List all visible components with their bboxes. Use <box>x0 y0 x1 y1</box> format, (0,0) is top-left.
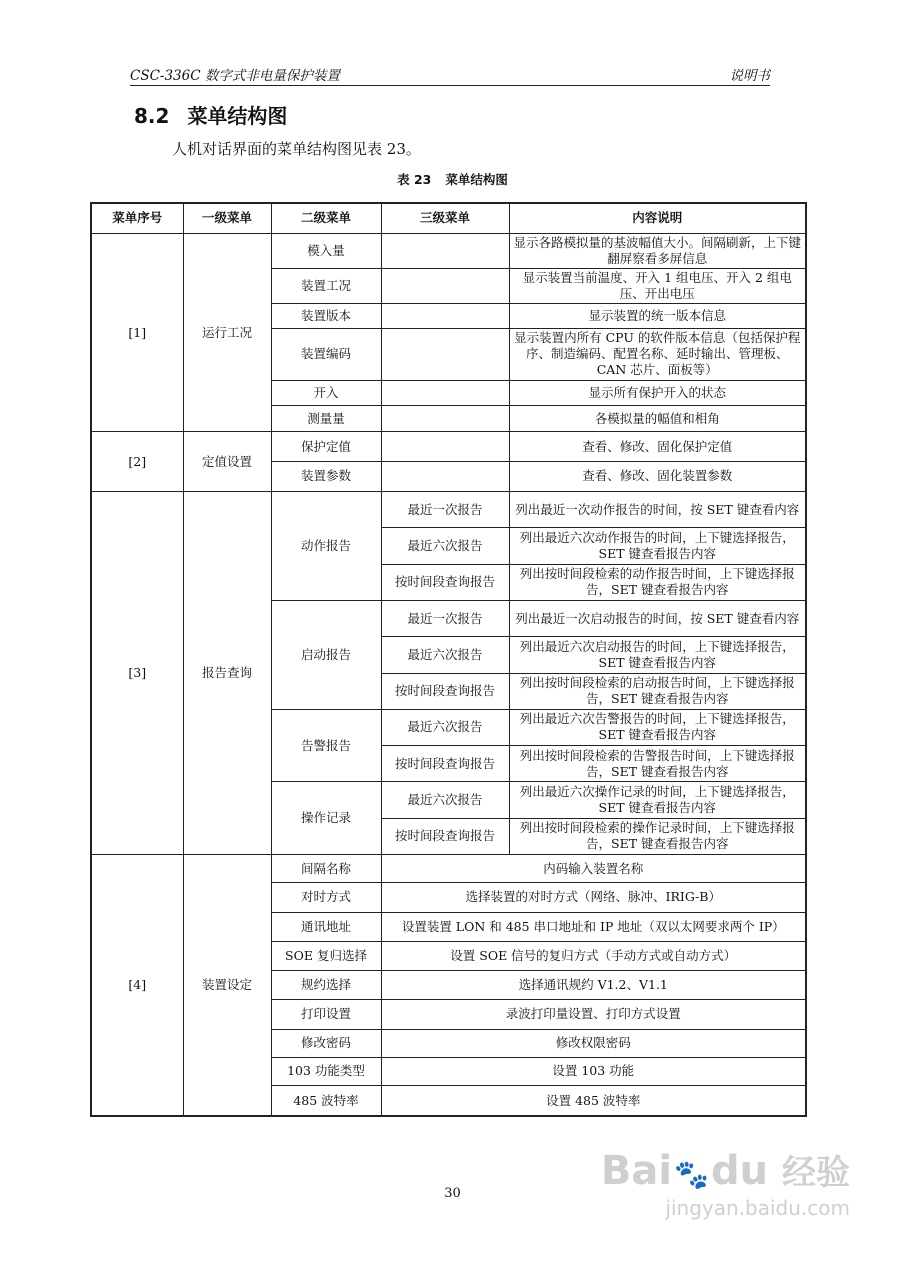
header-doc-type: 说明书 <box>729 68 770 84</box>
level3-cell: 按时间段查询报告 <box>381 818 509 854</box>
level3-cell <box>381 328 509 380</box>
level3-cell <box>381 406 509 432</box>
baidu-jingyan-watermark <box>601 1145 850 1194</box>
watermark-brand-right: du <box>710 1148 769 1194</box>
description-cell: 列出最近六次告警报告的时间，上下键选择报告，SET 键查看报告内容 <box>509 709 806 745</box>
level2-cell: 装置版本 <box>271 304 381 328</box>
level3-cell: 按时间段查询报告 <box>381 673 509 709</box>
table-row <box>91 855 806 883</box>
table-caption-number: 表 23 <box>397 172 432 187</box>
description-cell: 列出按时间段检索的操作记录时间，上下键选择报告，SET 键查看报告内容 <box>509 818 806 854</box>
level1-cell: 报告查询 <box>183 491 271 854</box>
description-cell: 选择装置的对时方式（网络、脉冲、IRIG-B） <box>381 883 806 912</box>
level2-cell: 测量量 <box>271 406 381 432</box>
table-row <box>91 233 806 268</box>
level3-cell <box>381 381 509 406</box>
level1-cell: 运行工况 <box>183 233 271 432</box>
level2-cell: 动作报告 <box>271 491 381 600</box>
level2-cell: 模入量 <box>271 233 381 268</box>
level2-cell: 启动报告 <box>271 600 381 709</box>
section-number: 8.2 <box>134 104 170 128</box>
intro-paragraph: 人机对话界面的菜单结构图见表 23。 <box>172 140 421 158</box>
menu-index-cell: [4] <box>91 855 183 1116</box>
table-caption <box>0 170 905 188</box>
description-cell: 各模拟量的幅值和相角 <box>509 406 806 432</box>
level2-cell: 485 波特率 <box>271 1086 381 1116</box>
description-cell: 显示所有保护开入的状态 <box>509 381 806 406</box>
description-cell: 显示装置的统一版本信息 <box>509 304 806 328</box>
column-header: 菜单序号 <box>91 203 183 233</box>
level2-cell: 对时方式 <box>271 883 381 912</box>
level3-cell <box>381 304 509 328</box>
level2-cell: 开入 <box>271 381 381 406</box>
level2-cell: 打印设置 <box>271 1000 381 1029</box>
description-cell: 选择通讯规约 V1.2、V1.1 <box>381 971 806 1000</box>
level3-cell <box>381 461 509 491</box>
description-cell: 列出最近六次操作记录的时间，上下键选择报告，SET 键查看报告内容 <box>509 782 806 818</box>
watermark-url: jingyan.baidu.com <box>665 1196 850 1220</box>
watermark-cn: 经验 <box>782 1153 850 1193</box>
level3-cell: 最近一次报告 <box>381 491 509 527</box>
description-cell: 列出按时间段检索的告警报告时间，上下键选择报告，SET 键查看报告内容 <box>509 746 806 782</box>
description-cell: 修改权限密码 <box>381 1029 806 1057</box>
level2-cell: 装置编码 <box>271 328 381 380</box>
section-title: 菜单结构图 <box>187 104 288 128</box>
watermark-brand-left: Bai <box>600 1148 673 1194</box>
menu-index-cell: [1] <box>91 233 183 432</box>
description-cell: 内码输入装置名称 <box>381 855 806 883</box>
level1-cell: 装置设定 <box>183 855 271 1116</box>
description-cell: 设置 103 功能 <box>381 1057 806 1085</box>
menu-structure-table <box>90 202 807 1117</box>
level2-cell: 通讯地址 <box>271 912 381 941</box>
table-caption-title: 菜单结构图 <box>445 172 508 187</box>
description-cell: 设置装置 LON 和 485 串口地址和 IP 地址（双以太网要求两个 IP） <box>381 912 806 941</box>
level1-cell: 定值设置 <box>183 432 271 492</box>
level3-cell: 按时间段查询报告 <box>381 564 509 600</box>
column-header: 三级菜单 <box>381 203 509 233</box>
table-row <box>91 491 806 527</box>
description-cell: 显示装置内所有 CPU 的软件版本信息（包括保护程序、制造编码、配置名称、延时输出、管理板、CAN 芯片、面板等） <box>509 328 806 380</box>
level2-cell: 装置工况 <box>271 269 381 304</box>
level3-cell: 最近一次报告 <box>381 600 509 636</box>
level2-cell: 103 功能类型 <box>271 1057 381 1085</box>
level3-cell <box>381 233 509 268</box>
level2-cell: 操作记录 <box>271 782 381 855</box>
section-heading <box>134 100 287 129</box>
level3-cell: 最近六次报告 <box>381 528 509 564</box>
level2-cell: 间隔名称 <box>271 855 381 883</box>
page-header <box>130 61 770 86</box>
level2-cell: SOE 复归选择 <box>271 941 381 970</box>
header-title: CSC-336C 数字式非电量保护装置 <box>130 68 340 84</box>
description-cell: 显示装置当前温度、开入 1 组电压、开入 2 组电压、开出电压 <box>509 269 806 304</box>
level3-cell: 最近六次报告 <box>381 782 509 818</box>
table-row <box>91 432 806 461</box>
paw-icon: 🐾 <box>674 1158 709 1191</box>
description-cell: 设置 485 波特率 <box>381 1086 806 1116</box>
table-header-row <box>91 203 806 233</box>
column-header: 一级菜单 <box>183 203 271 233</box>
level2-cell: 规约选择 <box>271 971 381 1000</box>
description-cell: 查看、修改、固化保护定值 <box>509 432 806 461</box>
level3-cell <box>381 269 509 304</box>
column-header: 二级菜单 <box>271 203 381 233</box>
description-cell: 显示各路模拟量的基波幅值大小。间隔刷新，上下键翻屏察看多屏信息 <box>509 233 806 268</box>
description-cell: 列出最近一次动作报告的时间，按 SET 键查看内容 <box>509 491 806 527</box>
description-cell: 查看、修改、固化装置参数 <box>509 461 806 491</box>
description-cell: 设置 SOE 信号的复归方式（手动方式或自动方式） <box>381 941 806 970</box>
description-cell: 录波打印量设置、打印方式设置 <box>381 1000 806 1029</box>
description-cell: 列出最近一次启动报告的时间，按 SET 键查看内容 <box>509 600 806 636</box>
menu-index-cell: [2] <box>91 432 183 492</box>
level3-cell <box>381 432 509 461</box>
level2-cell: 修改密码 <box>271 1029 381 1057</box>
description-cell: 列出最近六次动作报告的时间，上下键选择报告，SET 键查看报告内容 <box>509 528 806 564</box>
level3-cell: 最近六次报告 <box>381 637 509 673</box>
level2-cell: 保护定值 <box>271 432 381 461</box>
description-cell: 列出按时间段检索的动作报告时间，上下键选择报告，SET 键查看报告内容 <box>509 564 806 600</box>
level2-cell: 告警报告 <box>271 709 381 782</box>
menu-index-cell: [3] <box>91 491 183 854</box>
column-header: 内容说明 <box>509 203 806 233</box>
page-number: 30 <box>444 1186 461 1201</box>
level3-cell: 最近六次报告 <box>381 709 509 745</box>
level2-cell: 装置参数 <box>271 461 381 491</box>
level3-cell: 按时间段查询报告 <box>381 746 509 782</box>
description-cell: 列出最近六次启动报告的时间，上下键选择报告，SET 键查看报告内容 <box>509 637 806 673</box>
description-cell: 列出按时间段检索的启动报告时间，上下键选择报告，SET 键查看报告内容 <box>509 673 806 709</box>
